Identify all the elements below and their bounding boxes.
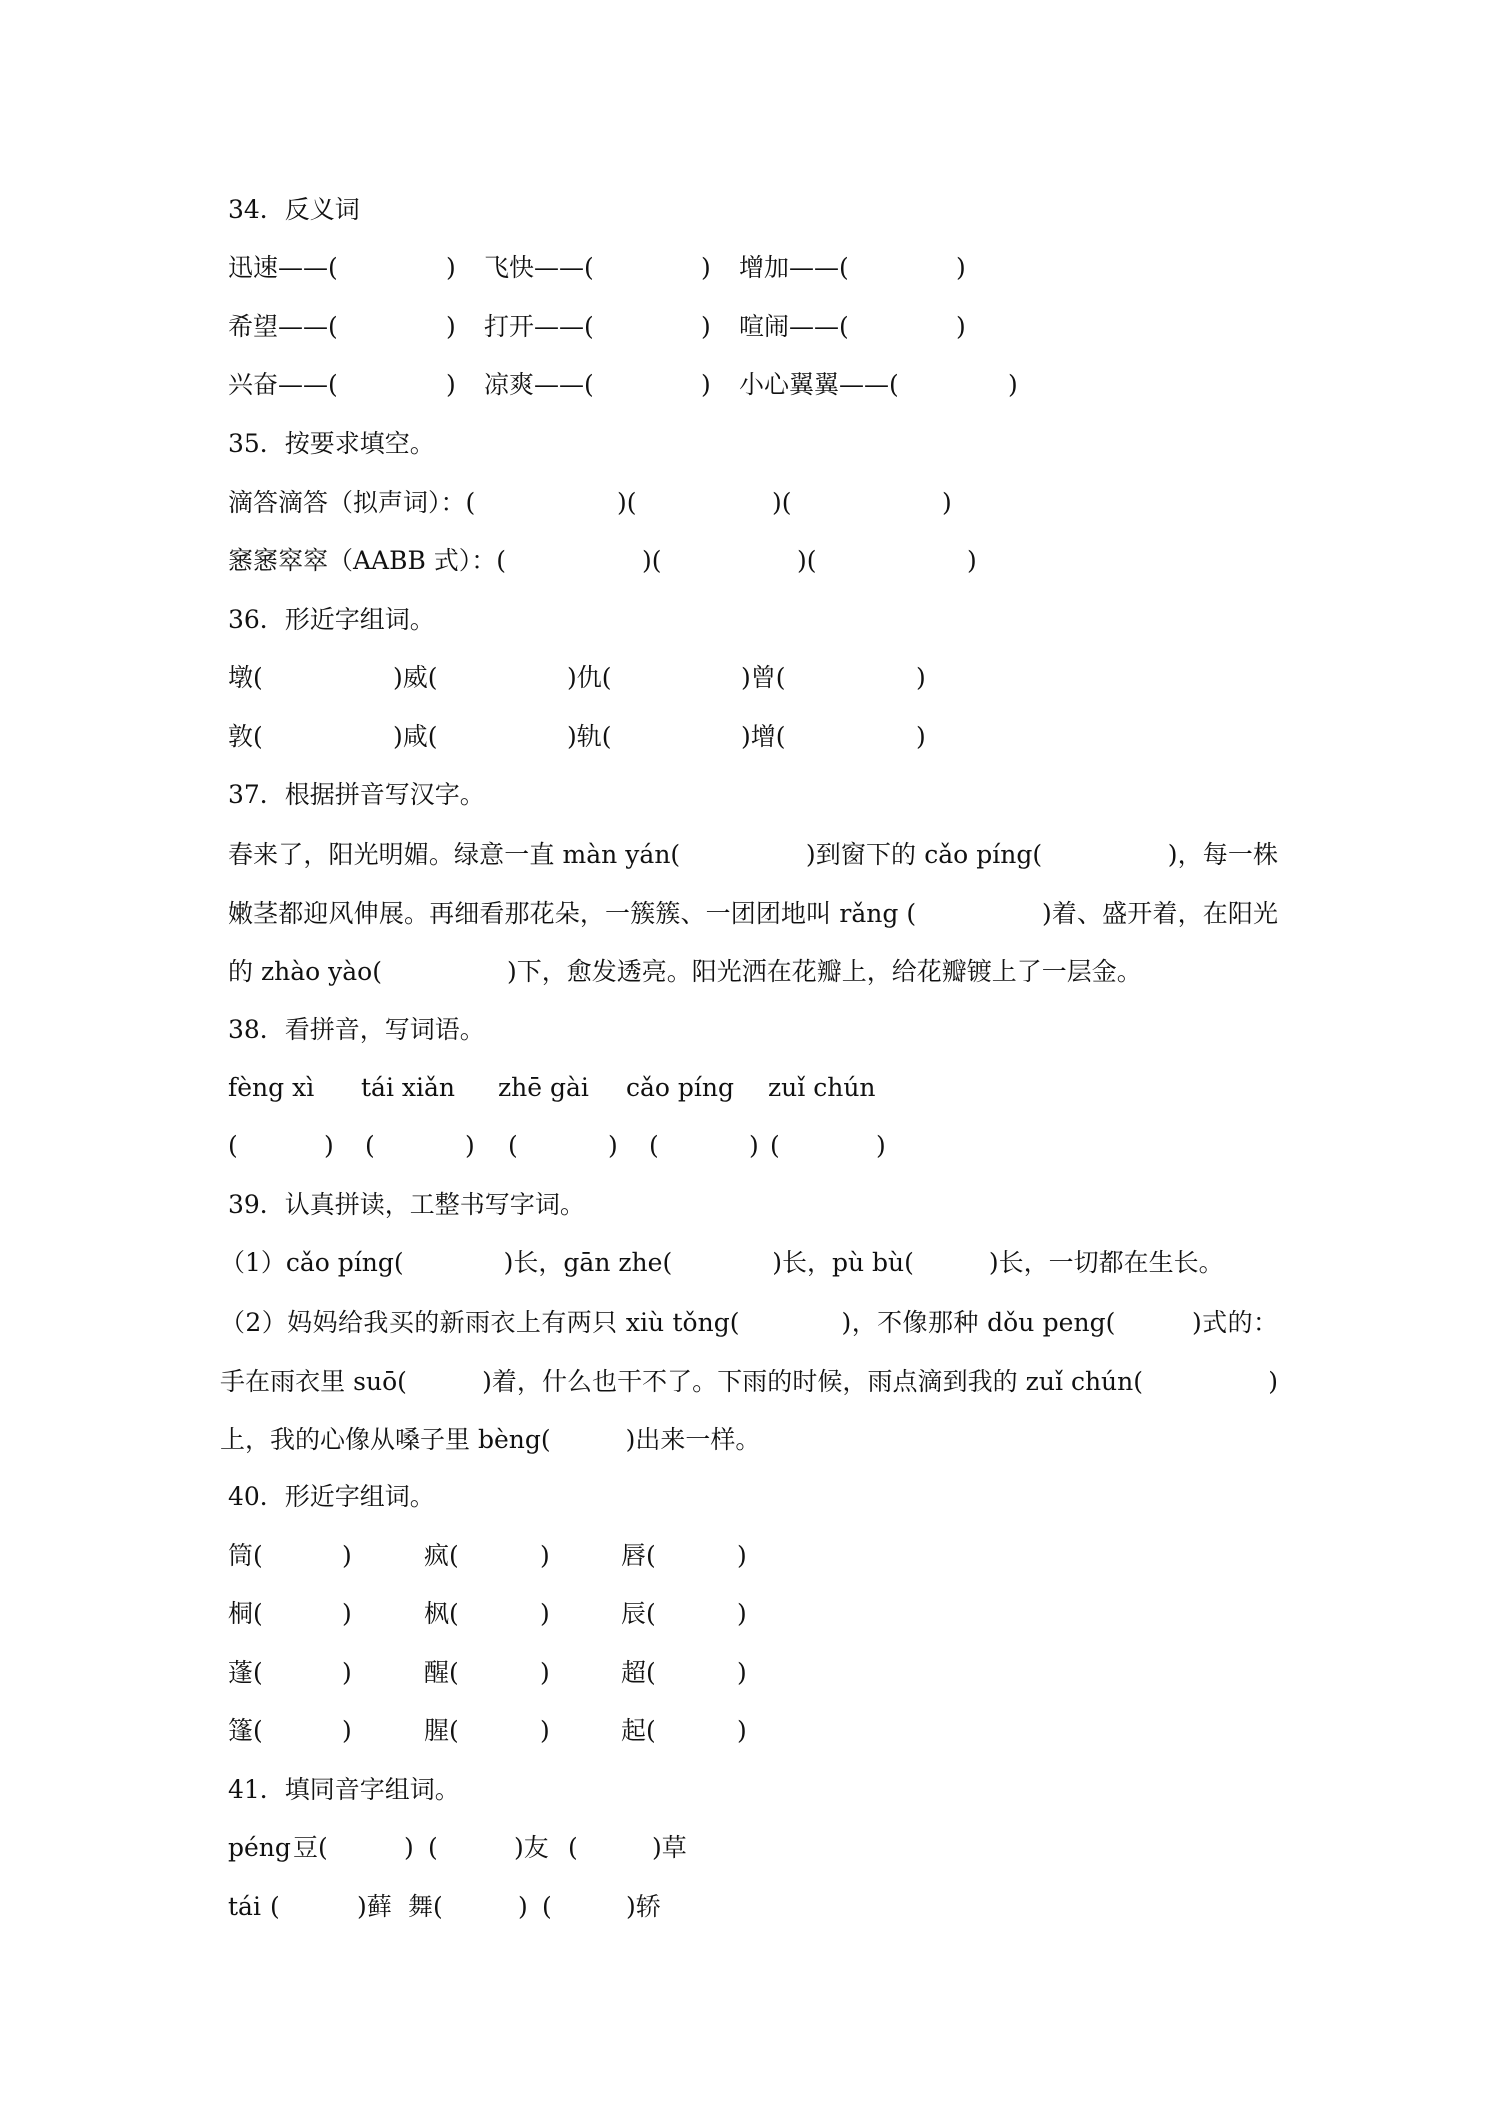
- q40-r4-c2: 腥(: [424, 1716, 459, 1745]
- q36-r2-c2: )咸(: [393, 722, 438, 751]
- q41-r1-s5: (: [568, 1833, 578, 1862]
- q39-part-2: （2）妈妈给我买的新雨衣上有两只 xiù tǒng( )，不像那种 dǒu peng( )式的：手在雨衣里 suō( )着，什么也干不了。下雨的时候，雨点滴到我的 zuǐ chún( )上，我的心像从嗓子里 bèng( )出来一样。: [220, 1308, 1278, 1454]
- q36-r2-c5: ): [916, 722, 926, 751]
- q41-r2-s3: 舞(: [408, 1892, 443, 1921]
- q40-r1-c3: 唇(: [621, 1541, 656, 1570]
- q41-row-2: [228, 1891, 928, 1923]
- q40-r2-c1: 桐(: [228, 1599, 263, 1628]
- q34-row-2: [228, 311, 1328, 343]
- q41-r1-s2: ): [404, 1833, 414, 1862]
- q35-line-1: [228, 487, 1328, 519]
- q36-row-1: [228, 662, 1328, 694]
- q34-r2-close2: ): [701, 312, 711, 341]
- q40-r4-c1-close: ): [342, 1716, 352, 1745]
- q38-close-1: ): [324, 1131, 334, 1160]
- question-40-title: 40．形近字组词。: [228, 1482, 435, 1511]
- q38-bracket-row: [228, 1130, 1328, 1162]
- q41-r2-s1: (: [270, 1892, 280, 1921]
- q34-r2-item1: 希望——(: [228, 312, 338, 341]
- q34-r2-item2: 打开——(: [484, 312, 594, 341]
- q39-part-1: （1）cǎo píng( )长，gān zhe( )长，pù bù( )长，一切都在生长。: [220, 1248, 1224, 1277]
- q38-pinyin-2: tái xiǎn: [361, 1073, 455, 1102]
- q40-r1-c1-close: ): [342, 1541, 352, 1570]
- q38-close-2: ): [465, 1131, 475, 1160]
- q35-l2-b4: ): [967, 546, 977, 575]
- q41-r1-s1: 豆(: [293, 1833, 328, 1862]
- q35-l2-b3: )(: [797, 546, 817, 575]
- q41-row-1: [228, 1832, 928, 1864]
- q38-open-2: (: [365, 1131, 375, 1160]
- q41-r2-s4: ): [518, 1892, 528, 1921]
- q34-r1-item1: 迅速——(: [228, 253, 338, 282]
- question-35-title: 35．按要求填空。: [228, 429, 435, 458]
- q34-r3-close1: ): [446, 370, 456, 399]
- q40-row-3: [228, 1657, 928, 1689]
- q35-l1-b4: ): [942, 488, 952, 517]
- q34-r1-item3: 增加——(: [739, 253, 849, 282]
- q34-r1-close1: ): [446, 253, 456, 282]
- q38-pinyin-3: zhē gài: [498, 1073, 589, 1102]
- q34-r2-close1: ): [446, 312, 456, 341]
- q40-r3-c1-close: ): [342, 1658, 352, 1687]
- q35-l2-b2: )(: [642, 546, 662, 575]
- q40-r3-c2: 醒(: [424, 1658, 459, 1687]
- q40-r1-c1: 筒(: [228, 1541, 263, 1570]
- q38-pinyin-row: [228, 1072, 1328, 1104]
- q40-r2-c1-close: ): [342, 1599, 352, 1628]
- q38-open-5: (: [770, 1131, 780, 1160]
- q40-r2-c2-close: ): [540, 1599, 550, 1628]
- question-37-title: 37．根据拼音写汉字。: [228, 780, 485, 809]
- q36-r1-c4: )曾(: [741, 663, 786, 692]
- q34-r3-item3: 小心翼翼——(: [739, 370, 899, 399]
- q40-r4-c3: 起(: [621, 1716, 656, 1745]
- q40-r1-c2: 疯(: [424, 1541, 459, 1570]
- q40-r2-c3-close: ): [737, 1599, 747, 1628]
- q36-r1-c5: ): [916, 663, 926, 692]
- q35-l2-label: 窸窸窣窣（AABB 式）：(: [228, 546, 507, 575]
- question-34-title: 34．反义词: [228, 195, 360, 224]
- q38-open-1: (: [228, 1131, 238, 1160]
- q36-r2-c3: )轨(: [567, 722, 612, 751]
- q34-r3-close2: ): [701, 370, 711, 399]
- question-38-title: 38．看拼音，写词语。: [228, 1015, 485, 1044]
- q40-r3-c3-close: ): [737, 1658, 747, 1687]
- question-36-title: 36．形近字组词。: [228, 605, 435, 634]
- q34-r2-item3: 喧闹——(: [739, 312, 849, 341]
- q40-r3-c2-close: ): [540, 1658, 550, 1687]
- q41-r2-s5: (: [542, 1892, 552, 1921]
- q36-r1-c1: 墩(: [228, 663, 263, 692]
- q36-r2-c4: )增(: [741, 722, 786, 751]
- q38-open-4: (: [649, 1131, 659, 1160]
- q34-r2-close3: ): [956, 312, 966, 341]
- q40-r3-c1: 蓬(: [228, 1658, 263, 1687]
- q40-r1-c3-close: ): [737, 1541, 747, 1570]
- q35-l1-label: 滴答滴答（拟声词）：(: [228, 488, 476, 517]
- q41-r1-s4: )友: [514, 1833, 549, 1862]
- q41-r2-s6: )轿: [626, 1892, 661, 1921]
- question-41-title: 41．填同音字组词。: [228, 1775, 460, 1804]
- q36-row-2: [228, 721, 1328, 753]
- q40-row-4: [228, 1715, 928, 1747]
- q40-r2-c3: 辰(: [621, 1599, 656, 1628]
- q40-r4-c1: 篷(: [228, 1716, 263, 1745]
- q36-r2-c1: 敦(: [228, 722, 263, 751]
- q40-r3-c3: 超(: [621, 1658, 656, 1687]
- q41-r2-s2: )藓: [357, 1892, 392, 1921]
- q40-r4-c3-close: ): [737, 1716, 747, 1745]
- q38-pinyin-1: fèng xì: [228, 1073, 315, 1102]
- q41-r1-s6: )草: [652, 1833, 687, 1862]
- q34-r1-item2: 飞快——(: [484, 253, 594, 282]
- q36-r1-c2: )威(: [393, 663, 438, 692]
- q41-r1-pinyin: péng: [228, 1833, 291, 1862]
- q34-row-3: [228, 369, 1328, 401]
- q40-r4-c2-close: ): [540, 1716, 550, 1745]
- q40-r1-c2-close: ): [540, 1541, 550, 1570]
- q35-l1-b3: )(: [772, 488, 792, 517]
- q34-row-1: [228, 252, 1328, 284]
- q35-l1-b2: )(: [617, 488, 637, 517]
- q41-r2-pinyin: tái: [228, 1892, 261, 1921]
- q38-close-5: ): [876, 1131, 886, 1160]
- q37-passage: 春来了，阳光明媚。绿意一直 màn yán( )到窗下的 cǎo píng( )，每一株嫩茎都迎风伸展。再细看那花朵，一簇簇、一团团地叫 rǎng ( )着、盛开着，在阳光的 zhào yào( )下，愈发透亮。阳光洒在花瓣上，给花瓣镀上了一层金。: [228, 840, 1278, 986]
- q35-line-2: [228, 545, 1328, 577]
- q34-r3-item2: 凉爽——(: [484, 370, 594, 399]
- q34-r3-close3: ): [1008, 370, 1018, 399]
- q36-r1-c3: )仇(: [567, 663, 612, 692]
- q38-close-3: ): [608, 1131, 618, 1160]
- q40-row-2: [228, 1598, 928, 1630]
- q34-r3-item1: 兴奋——(: [228, 370, 338, 399]
- q41-r1-s3: (: [428, 1833, 438, 1862]
- q34-r1-close2: ): [701, 253, 711, 282]
- q34-r1-close3: ): [956, 253, 966, 282]
- q40-r2-c2: 枫(: [424, 1599, 459, 1628]
- question-39-title: 39．认真拼读，工整书写字词。: [228, 1190, 585, 1219]
- q38-open-3: (: [508, 1131, 518, 1160]
- q38-pinyin-4: cǎo píng: [626, 1073, 735, 1102]
- q38-close-4: ): [749, 1131, 759, 1160]
- q38-pinyin-5: zuǐ chún: [768, 1073, 876, 1102]
- q40-row-1: [228, 1540, 928, 1572]
